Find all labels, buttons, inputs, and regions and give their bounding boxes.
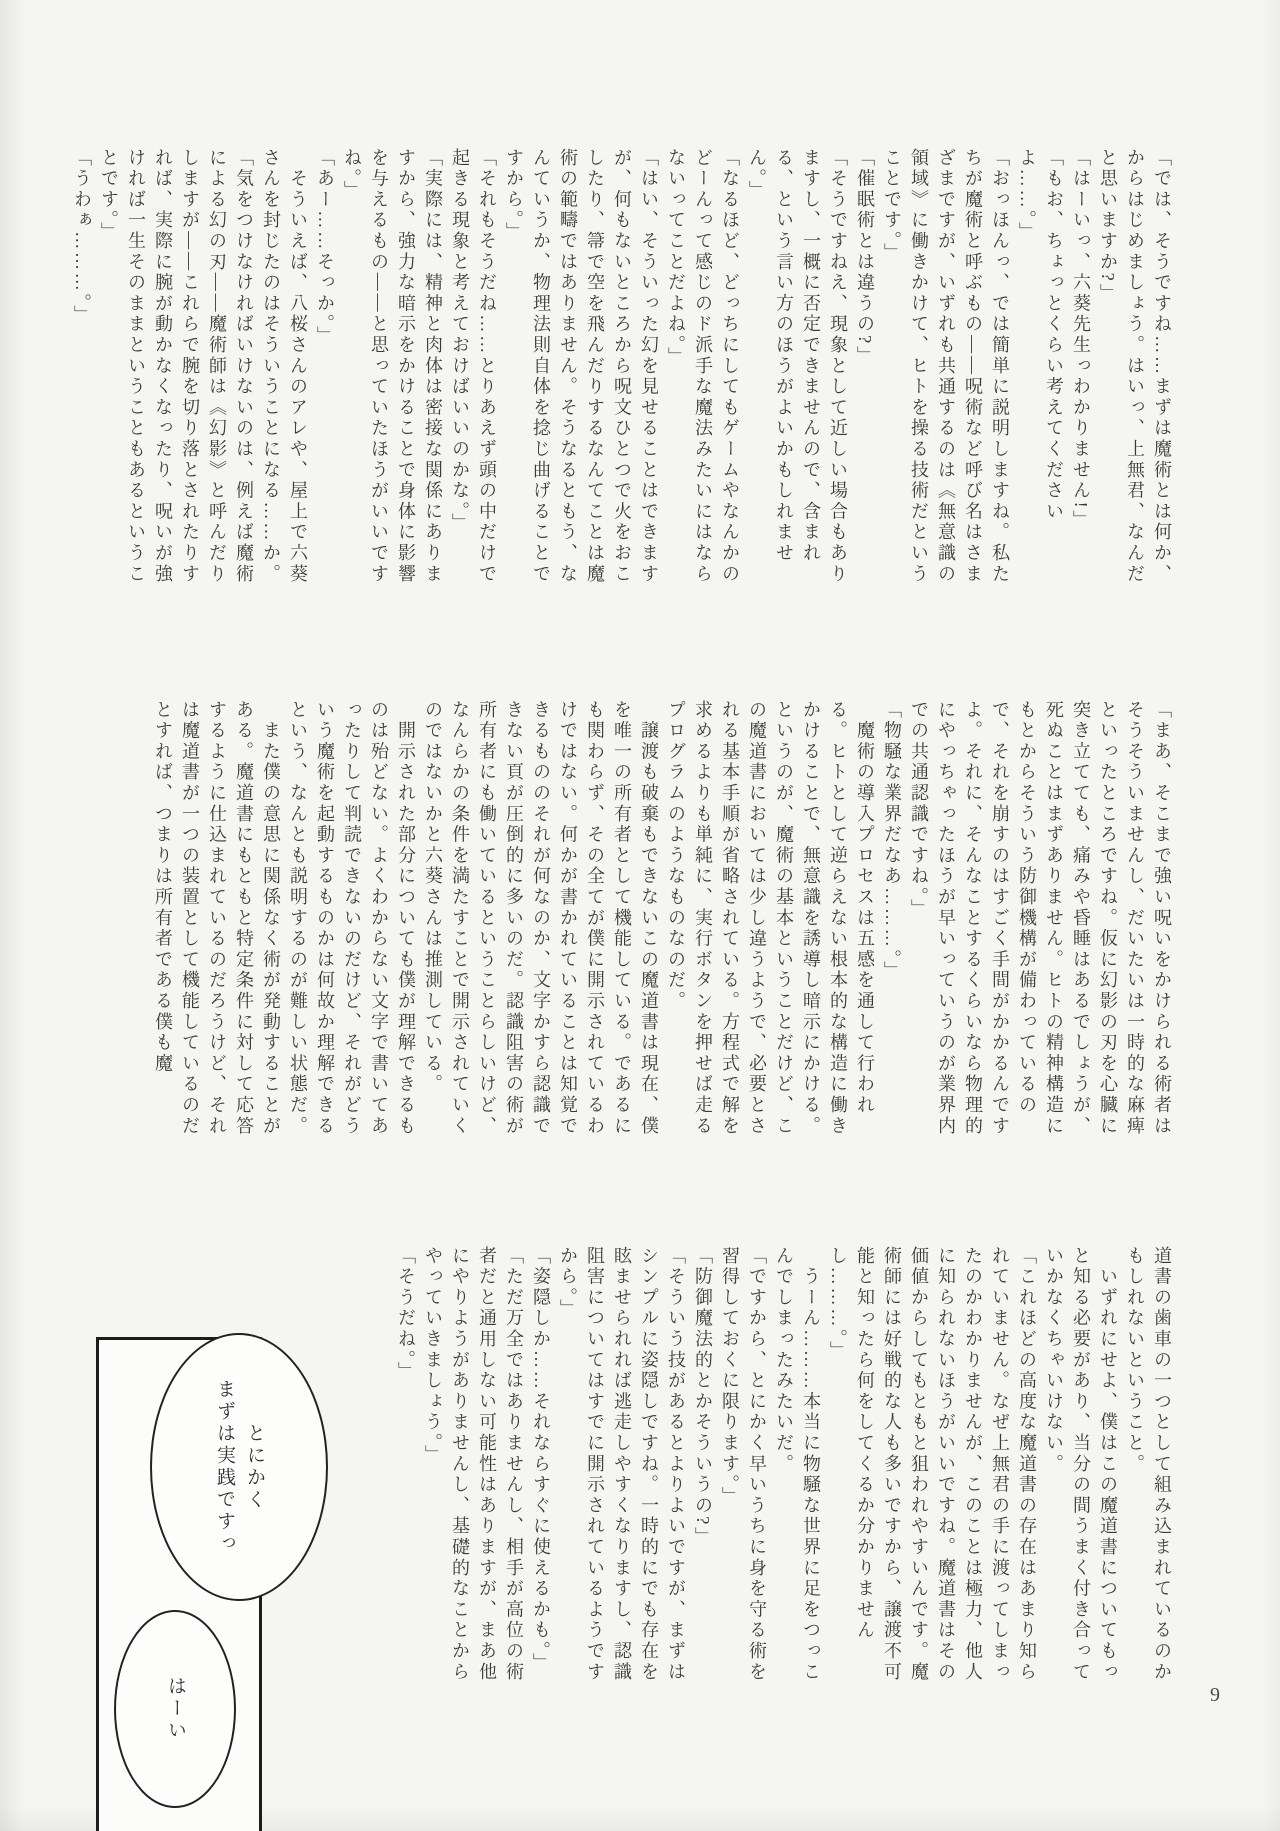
paragraph: 道書の歯車の一つとして組み込まれているのかもしれないということ。: [1125, 1246, 1172, 1683]
speech-bubble-large: [150, 1333, 328, 1601]
paragraph: 「催眠術とは違うの?」: [855, 148, 875, 367]
paragraph: 「もお、ちょっとくらい考えてくださいよ……。」: [1017, 148, 1064, 523]
paragraph: 「実際には、精神と肉体は密接な関係にありますから、強力な暗示をかけることで身体に影響を与えるもの――と思っていたほうがいいですね。」: [342, 148, 443, 585]
paragraph: 「ただ万全ではありませんし、相手が高位の術者だと通用しない可能性はありますが、まあ他にやりようがありませんし、基礎的なことからやっていきましょう。」: [423, 1246, 524, 1683]
page-number: 9: [1210, 1684, 1221, 1706]
paragraph: 「うわぁ………。」: [72, 148, 92, 327]
paragraph: 「そういう技があるとよりよいですが、まずはシンプルに姿隠しですね。一時的にでも存在を眩ませられれば逃走しやすくなりますし、認識阻害についてはすでに開示されているようですから。」: [558, 1246, 686, 1683]
paragraph: 「それもそうだね……とりあえず頭の中だけで起きる現象と考えておけばいいのかな。」: [450, 148, 497, 585]
text-block-top: [68, 148, 1175, 600]
paragraph: うーん………本当に物騒な世界に足をつっこんでしまったみたいだ。: [774, 1246, 821, 1683]
speech-bubble-text: [209, 1379, 269, 1555]
paragraph: 「そうですねえ、現象として近しい場合もありますし、一概に否定できませんので、含まれる、という言い方のほうがよいかもしれません。」: [747, 148, 848, 585]
paragraph: 「そうだね。」: [396, 1246, 416, 1383]
paragraph: 「まあ、そこまで強い呪いをかけられる術者はそうそういませんし、だいたいは一時的な麻痺といったところですね。仮に幻影の刃を心臓に突き立てても、痛みや昏睡はあるでしょうが、死ぬことはまずありません。ヒトの精神構造にもとからそういう防御機構が備わっているので、それを崩すのはすごく手間がかかるんですよ。それに、そんなことするくらいなら物理的にやっちゃったほうが早いっていうのが業界内での共通認識ですね。」: [909, 700, 1172, 1137]
paragraph: 開示された部分についても僕が理解できるものは殆どない。よくわからない文字で書いてあったりして判読できないのだけど、それがどういう魔術を起動するものかは何故か理解できるという、なんとも説明するのが難しい状態だ。: [288, 700, 416, 1137]
text-block-middle: [149, 700, 1175, 1152]
paragraph: そういえば、八桜さんのアレや、屋上で六葵さんを封じたのはそういうことになる……か。: [261, 148, 308, 585]
paragraph: 「はーいっ、六葵先生っわかりません!」: [1071, 148, 1091, 532]
paragraph: 魔術の導入プロセスは五感を通して行われる。ヒトとして逆らえない根本的な構造に働きかけることで、無意識を誘導し暗示にかける。というのが、魔術の基本ということだけど、この魔道書においては少し違うようで、必要とされる基本手順が省略されている。方程式で解を求めるよりも単純に、実行ボタンを押せば走るプログラムのようなものなのだ。: [666, 700, 875, 1137]
bubble-line: まずは実践ですっ: [214, 1379, 235, 1555]
paragraph: 「あー……そっか。」: [315, 148, 335, 347]
paragraph: 「はい、そういった幻を見せることはできますが、何もないところから呪文ひとつで火をおこしたり、箒で空を飛んだりするなんてことは魔術の範疇ではありません。そうなるともう、なんていうか、物理法則自体を捻じ曲げることですから。」: [504, 148, 659, 585]
paragraph: 「これほどの高度な魔道書の存在はあまり知られていません。なぜ上無君の手に渡ってしまったのかわかりませんが、このことは極力、他人に知られないほうがいいですね。魔道書はその価値からしてもともと狙われやすいんです。魔術師には好戦的な人も多いですから、譲渡不可能と知ったら何をしてくるか分かりませんし………。」: [828, 1246, 1037, 1683]
paragraph: また僕の意思に関係なく術が発動することがある。魔道書にもともと特定条件に対して応答するように仕込まれているのだろうけど、それは魔道書が一つの装置として機能しているのだとすれば、つまりは所有者である僕も魔: [153, 700, 281, 1137]
paragraph: 「防御魔法的とかそういうの?」: [693, 1246, 713, 1548]
paragraph: 「姿隠しか……それならすぐに使えるかも。」: [531, 1246, 551, 1674]
paragraph: 「おっほんっ、では簡単に説明しますね。私たちが魔術と呼ぶもの――呪術など呼び名はさまざまですが、いずれも共通するのは《無意識の領域》に働きかけて、ヒトを操る技術だということです。」: [882, 148, 1010, 585]
paragraph: 「では、そうですね……まずは魔術とは何か、からはじめましょう。はいっ、上無君、なんだと思いますか?」: [1098, 148, 1172, 585]
bubble-line: とにかく: [244, 1423, 265, 1511]
paragraph: 「ですから、とにかく早いうちに身を守る術を習得しておくに限ります。」: [720, 1246, 767, 1683]
text-block-bottom: [392, 1246, 1175, 1696]
bubble-line: はーい: [165, 1676, 186, 1742]
paragraph: 「物騒な業界だなあ………。」: [882, 700, 902, 983]
paragraph: 「気をつけなければいけないのは、例えば魔術による幻の刃――魔術師は《幻影》と呼んだりしますが――これらで腕を切り落とされたりすれば、実際に腕が動かなくなったり、呪いが強ければ一生そのままということもあるということです。」: [99, 148, 254, 585]
speech-bubble-text: [160, 1676, 190, 1742]
paragraph: いずれにせよ、僕はこの魔道書についてもっと知る必要があり、当分の間うまく付き合っていかなくちゃいけない。: [1044, 1246, 1118, 1683]
speech-bubble-small: [114, 1610, 236, 1808]
paragraph: 「なるほど、どっちにしてもゲームやなんかのどーんって感じのド派手な魔法みたいにはならないってことだよね。」: [666, 148, 740, 585]
paragraph: 譲渡も破棄もできないこの魔道書は現在、僕を唯一の所有者として機能している。であるにも関わらず、その全てが僕に開示されているわけではない。何かが書かれていることは知覚できるもののそれが何なのか、文字かすら認識できない頁が圧倒的に多いのだ。認識阻害の術が所有者にも働いているということらしいけど、なんらかの条件を満たすことで開示されていくのではないかと六葵さんは推測している。: [423, 700, 659, 1137]
